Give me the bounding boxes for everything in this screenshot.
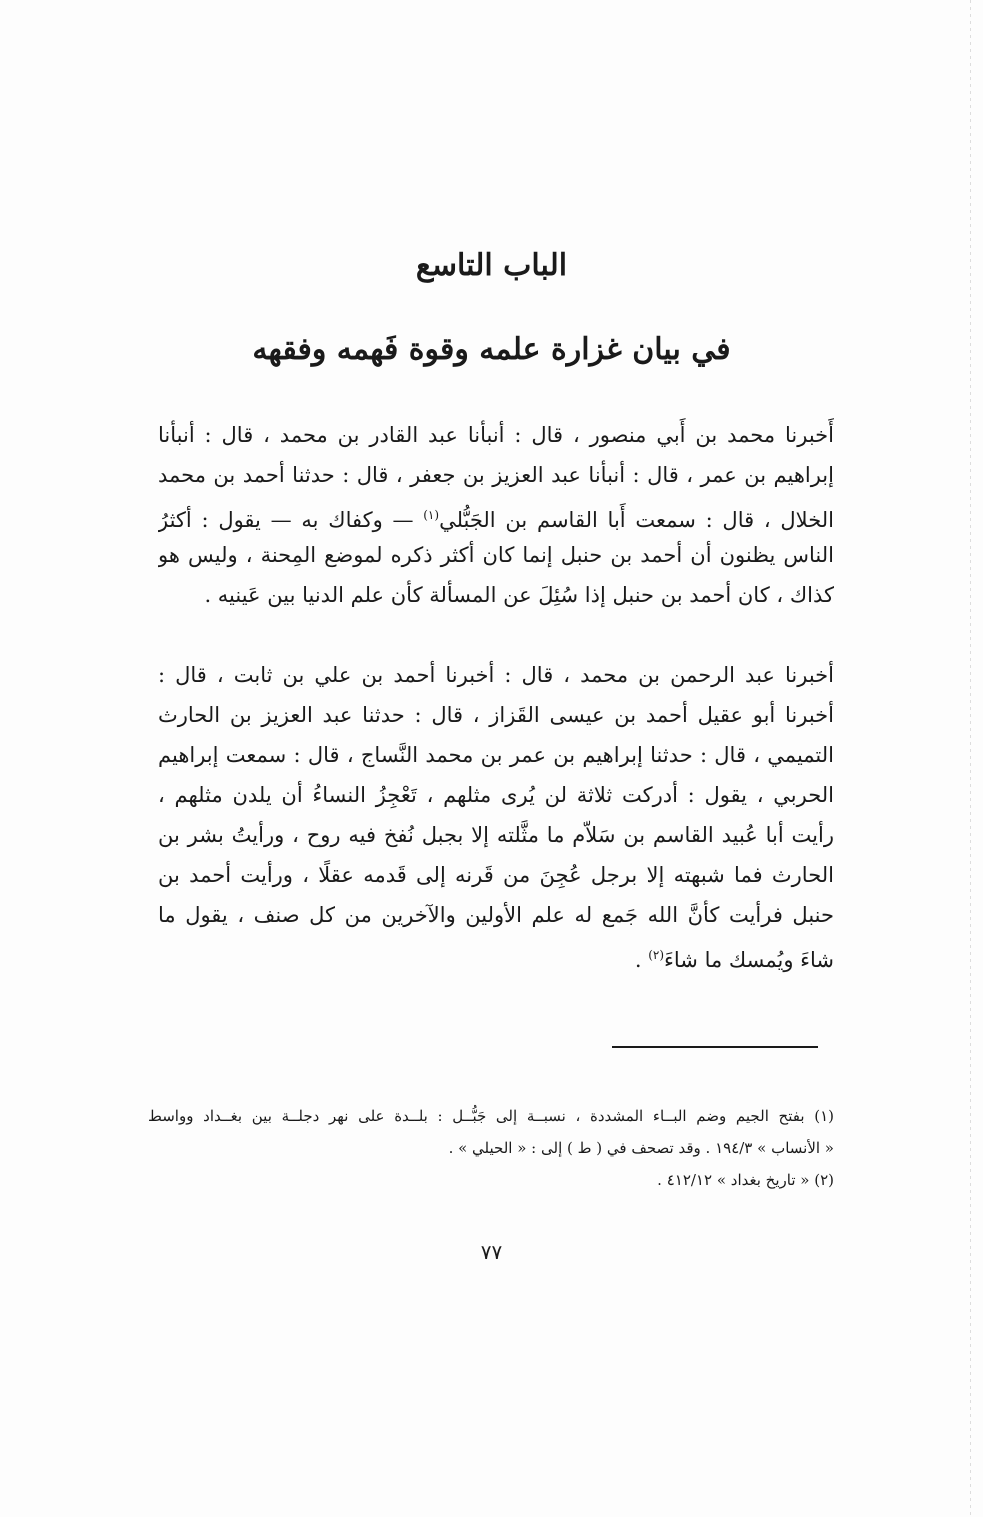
footnote-line: (٢) « تاريخ بغداد » ٤١٢/١٢ . [657, 1171, 834, 1189]
paragraph-line: التميمي ، قال : حدثنا إبراهيم بن عمر بن محمد النَّساج ، قال : سمعت إبراهيم [158, 743, 834, 767]
line-text: الخلال ، قال : سمعت أَبا القاسم بن الجَبُّلي [439, 508, 834, 532]
line-text: — وكفاك به — يقول : أكثرُ [158, 508, 414, 532]
paragraph-1 [158, 415, 834, 615]
paragraph-line: حنبل فرأيت كأنَّ الله جَمع له علم الأولين والآخرين من كل صنف ، يقول ما [158, 903, 834, 927]
footnote-separator [612, 1046, 818, 1048]
paragraph-2 [158, 655, 834, 975]
paragraph-line: الحارث فما شبهته إلا برجل عُجِنَ من قَرنه إلى قَدمه عقلًا ، ورأيت أحمد بن [158, 863, 834, 887]
paragraph-line: رأيت أبا عُبيد القاسم بن سَلاّم ما مثَّلته إلا بجبل نُفخ فيه روح ، ورأيتُ بشر بن [158, 823, 834, 847]
line-end: . [634, 948, 649, 972]
paragraph-line: إبراهيم بن عمر ، قال : أنبأنا عبد العزيز بن جعفر ، قال : حدثنا أحمد بن محمد [158, 463, 834, 487]
scan-edge-artifact [970, 0, 971, 1517]
paragraph-line: الحربي ، يقول : أدركت ثلاثة لن يُرى مثلهم ، تَعْجِزُ النساءُ أن يلدن مثلهم ، [158, 783, 834, 807]
footnote-line: « الأنساب » ١٩٤/٣ . وقد تصحف في ( ط ) إلى : « الحيلي » . [448, 1139, 834, 1157]
page-number: ٧٧ [480, 1240, 503, 1264]
footnote-marker: (٢) [648, 948, 665, 962]
paragraph-line: أخبرنا عبد الرحمن بن محمد ، قال : أخبرنا أحمد بن علي بن ثابت ، قال : [158, 663, 834, 687]
paragraph-line: أَخبرنا محمد بن أَبي منصور ، قال : أنبأنا عبد القادر بن محمد ، قال : أنبأنا [158, 423, 834, 447]
chapter-title: الباب التاسع [415, 248, 568, 283]
paragraph-line [158, 495, 834, 535]
footnote-line: (١) بفتح الجيم وضم البــاء المشددة ، نسبــة إلى جَبُّــل : بلــدة على نهر دجلــة بين بغــداد وواسط [148, 1107, 834, 1125]
line-text: شاءَ ويُمسك ما شاءَ [664, 948, 834, 972]
footnotes [148, 1100, 834, 1196]
paragraph-line [158, 935, 834, 975]
footnote-marker: (١) [423, 508, 440, 522]
paragraph-line: كذاك ، كان أحمد بن حنبل إذا سُئِلَ عن المسألة كأن علم الدنيا بين عَينيه . [204, 583, 834, 607]
paragraph-line: الناس يظنون أن أحمد بن حنبل إنما كان أكثر ذكره لموضع المِحنة ، وليس هو [158, 543, 834, 567]
chapter-subtitle: في بيان غزارة علمه وقوة فَهمه وفقهه [252, 332, 731, 367]
paragraph-line: أخبرنا أبو عقيل أحمد بن عيسى القَزاز ، قال : حدثنا عبد العزيز بن الحارث [158, 703, 834, 727]
